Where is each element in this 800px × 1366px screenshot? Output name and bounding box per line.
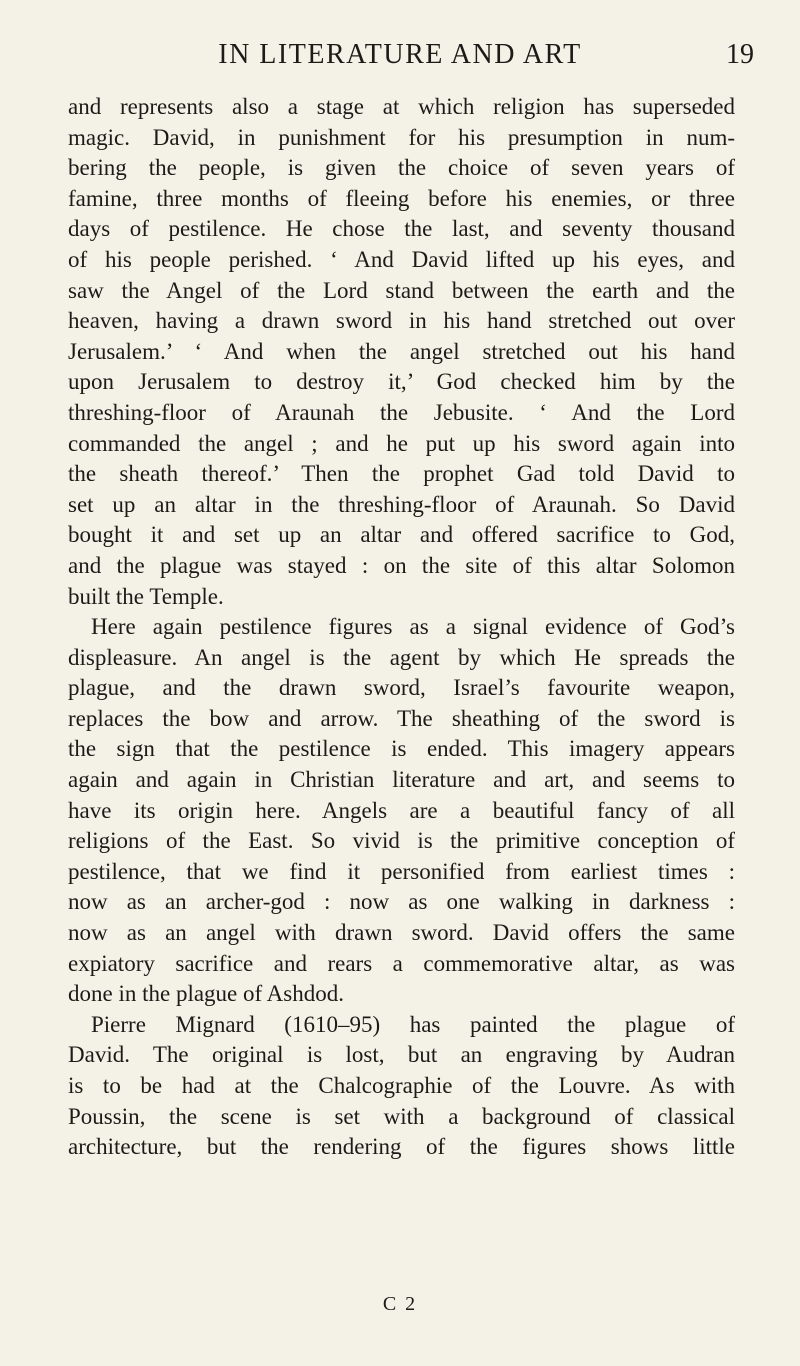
text-line: expiatory sacrifice and rears a commemorative altar, as was xyxy=(68,950,735,976)
text-line: plague, and the drawn sword, Israel’s favourite weapon, xyxy=(68,675,735,701)
text-line: architecture, but the rendering of the figures shows little xyxy=(68,1134,735,1160)
running-title: IN LITERATURE AND ART xyxy=(218,39,582,70)
text-line: famine, three months of fleeing before his enemies, or three xyxy=(68,185,735,211)
text-line: upon Jerusalem to destroy it,’ God checked him by the xyxy=(68,369,735,395)
text-line: built the Temple. xyxy=(68,583,224,609)
text-line: is to be had at the Chalcographie of the Louvre. As with xyxy=(68,1073,735,1098)
text-line: the sign that the pestilence is ended. This imagery appears xyxy=(68,736,735,762)
text-line: heaven, having a drawn sword in his hand stretched out over xyxy=(68,308,735,334)
text-line: set up an altar in the threshing-floor of Araunah. So David xyxy=(68,491,735,517)
text-line: now as an angel with drawn sword. David offers the same xyxy=(68,920,735,946)
text-line: again and again in Christian literature and art, and seems to xyxy=(68,767,735,793)
text-line: pestilence, that we find it personified from earliest times : xyxy=(68,858,735,884)
text-line: and the plague was stayed : on the site of this altar Solomon xyxy=(68,552,735,578)
text-line: saw the Angel of the Lord stand between the earth and the xyxy=(68,277,735,303)
running-head xyxy=(0,38,800,78)
text-line: done in the plague of Ashdod. xyxy=(68,981,344,1007)
text-line: displeasure. An angel is the agent by which He spreads the xyxy=(68,644,735,670)
text-line: bering the people, is given the choice of seven years of xyxy=(68,155,735,181)
text-line: magic. David, in punishment for his presumption in num- xyxy=(68,124,735,150)
text-line: of his people perished. ‘ And David lifted up his eyes, and xyxy=(68,246,735,272)
page-number: 19 xyxy=(726,39,754,70)
text-line: Jerusalem.’ ‘ And when the angel stretched out his hand xyxy=(68,338,735,364)
text-line: David. The original is lost, but an engraving by Audran xyxy=(68,1042,735,1068)
text-line: Poussin, the scene is set with a background of classical xyxy=(68,1103,735,1129)
text-line: religions of the East. So vivid is the primitive conception of xyxy=(68,828,735,854)
text-line: now as an archer-god : now as one walking in darkness : xyxy=(68,889,735,915)
text-line: the sheath thereof.’ Then the prophet Gad told David to xyxy=(68,461,735,487)
text-line: days of pestilence. He chose the last, and seventy thousand xyxy=(68,216,735,242)
body-text xyxy=(68,92,735,1163)
text-line: threshing-floor of Araunah the Jebusite. ‘ And the Lord xyxy=(68,399,735,425)
text-line: commanded the angel ; and he put up his sword again into xyxy=(68,430,735,456)
signature-mark: C 2 xyxy=(382,1293,418,1315)
text-line: have its origin here. Angels are a beautiful fancy of all xyxy=(68,797,735,823)
text-line: and represents also a stage at which religion has superseded xyxy=(68,94,735,119)
text-line: replaces the bow and arrow. The sheathing of the sword is xyxy=(68,705,735,731)
text-line: Pierre Mignard (1610–95) has painted the plague of xyxy=(91,1011,735,1037)
text-line: Here again pestilence figures as a signal evidence of God’s xyxy=(91,614,735,640)
text-line: bought it and set up an altar and offered sacrifice to God, xyxy=(68,522,735,548)
